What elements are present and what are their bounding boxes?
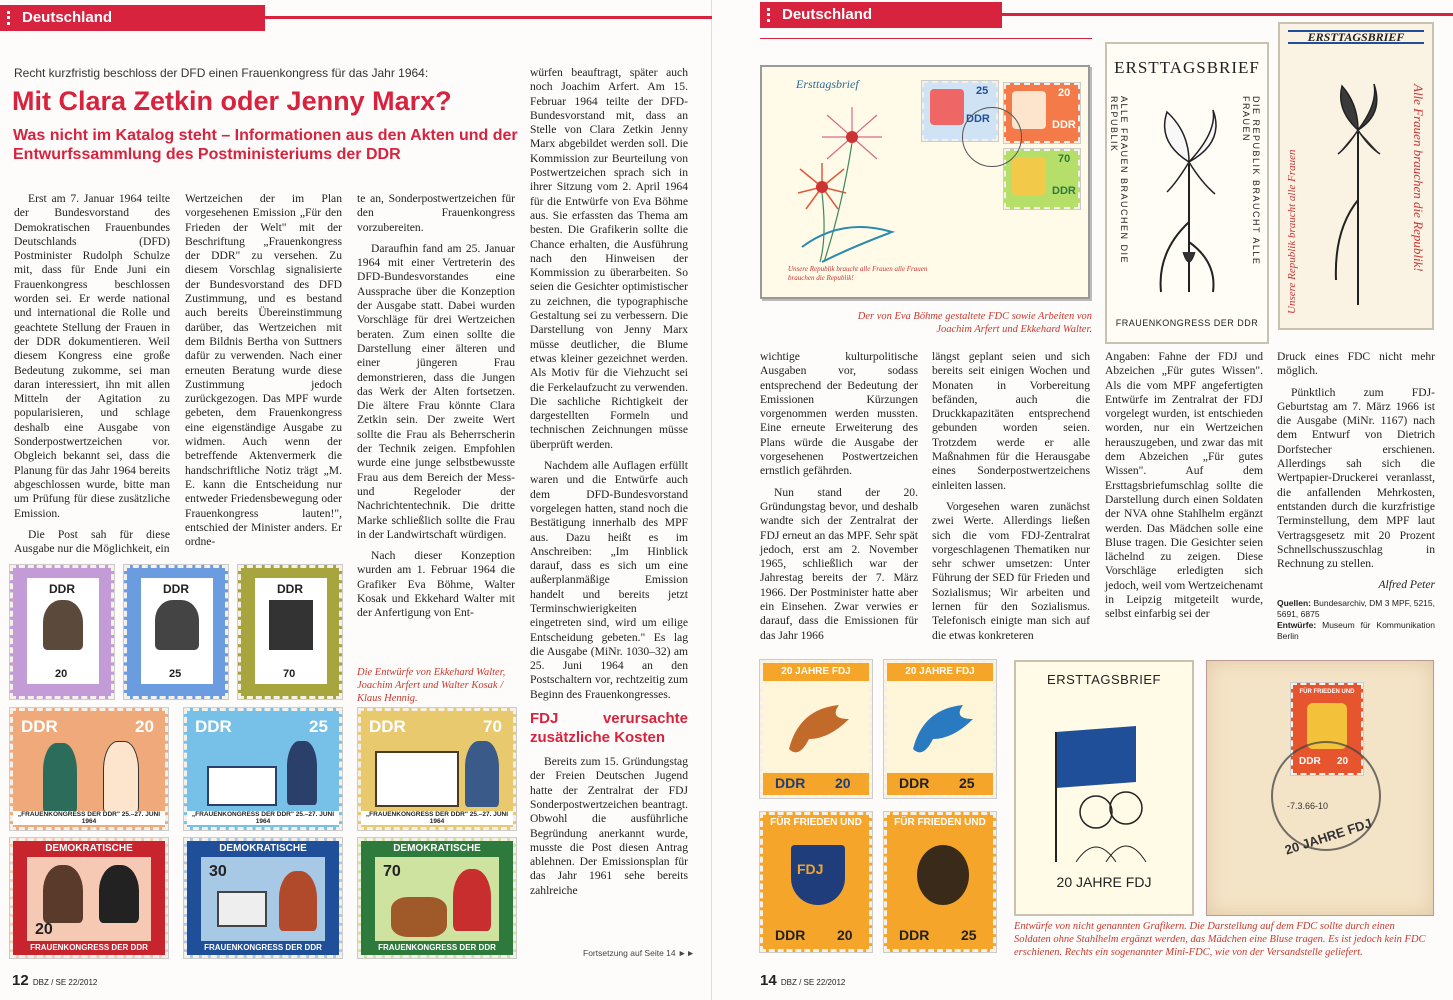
paragraph: Wertzeichen der im Plan vorgesehenen Emission „Für den Frieden der Welt" mit der Beschriftung „Frauenkongress der DDR" zu versehen. Zu diesem Vorschlag signalisierte der Bundesvorstand des DFD Zustimmung, und es bestand auch bereits Übereinstimmung darüber, das Wertzeichen mit dem Bildnis Bertha von Suttners dafür zu verwenden. Nach einer erneuten Beratung wurde diese Zustimmung jedoch zurückgezogen. Das MPF wurde gebeten, dem Frauenkongress eine eigenständige Ausgabe zu widmen. Auch wenn der betreffende Aktenvermerk die handschriftliche Notiz trägt „M. E. kann die Entscheidung nur entweder Friedensbewegung oder Frauenkongress lauten!", entschied der Minister anders. Er ordne- (185, 192, 342, 549)
cover-title: ERSTTAGSBRIEF (1047, 672, 1161, 687)
stamp-legend: „FRAUENKONGRESS DER DDR" 25.–27. JUNI 1964 (187, 811, 339, 825)
fdj-stamp-25 (884, 660, 996, 798)
paragraph: Druck eines FDC nicht mehr möglich. (1277, 350, 1435, 378)
section-label: Deutschland (782, 6, 873, 23)
stamp-value: 70 (383, 863, 401, 880)
paragraph: Vorgesehen waren zunächst zwei Werte. Allerdings ließen sich die vom FDJ-Zentralrat vorgeschlagenen Thematiken nur sehr schwer umsetzen: Unter Führung der SED für Frieden und Sozialismus; Wir arbeiten und lernen für den Sozialismus. Telefonisch einigte man sich auf die etwas konkreteren (932, 499, 1090, 642)
section-rule (265, 16, 712, 19)
designs-text: Museum für Kommunikation Berlin (1277, 619, 1435, 641)
stamp-side (325, 857, 339, 941)
stamp-band: DEMOKRATISCHE (361, 841, 513, 857)
portrait (43, 600, 83, 650)
stamp-country: DDR (775, 927, 806, 943)
cover-bottom-text: 20 JAHRE FDJ (1056, 874, 1152, 890)
stamp-value: 25 (169, 668, 182, 680)
stamp-value: 25 (961, 927, 977, 943)
paragraph: Erst am 7. Januar 1964 teilte der Bundesvorstand des Demokratischen Frauenbundes Deutschlands (DFD) Postminister Rudolph Schulze mit, dass für Ende Juni ein Frauenkongress beschlossen worden sei. Er werde national und international die Rolle und geachtete Stellung der Frauen in der DDR dokumentieren. Weil diesem Kongress eine große Bedeutung zukomme, sei man daran interessiert, ihn mit allen Mitteln der Agitation zu popularisieren, und schlage deshalb eine Ausgabe von Sonderpostwertzeichen vor. Obgleich bekannt sei, dass die Planung für das Jahr 1964 bereits abgeschlossen wurde, bitte man um Prüfung für diese zusätzliche Emission. (14, 192, 170, 520)
youths-flag-sketch (1046, 722, 1166, 862)
sources (1277, 598, 1435, 642)
fdc-cover-design-1 (1105, 42, 1269, 344)
bottom-caption: Entwürfe von nicht genannten Grafikern. Die Darstellung auf dem FDC sollte durch einen Soldaten ohne Stahlhelm ergänzt werden, das Mädchen eine Bluse tragen. Es ist jedoch kein FDC erschienen. Rechts ein sogenannter Mini-FDC, wie von der Versandstelle geliefert. (1014, 921, 1426, 958)
postmark (962, 107, 1022, 167)
stamp-side (187, 857, 201, 941)
stamp-value: 30 (209, 863, 227, 880)
cover-bottom-text: FRAUENKONGRESS DER DDR (1115, 318, 1259, 328)
paragraph: wichtige kulturpolitische Ausgaben vor, sodass entsprechend der Bedeutung der Emissionen Kürzungen vorgenommen werden mussten. Eine erneute Erweiterung des Plans würde die Ausgabe der vorgesehenen Postwertzeichen ernstlich gefährden. (760, 350, 918, 478)
stamp-value: 20 (835, 775, 851, 791)
paragraph: Bereits zum 15. Gründungstag der Freien Deutschen Jugend hatte der Zentralrat der FDJ Sonderpostwertzeichen beantragt. Obwohl die ausführliche Begründung anerkannt wurde, musste die Post diesen Antrag ablehnen. Der Emissionsplan für das Jahr 1961 sehe bereits zahlreiche (530, 755, 688, 897)
stamp-country: DDR (369, 717, 406, 736)
fdj-stamp-ffs-25 (884, 812, 996, 952)
draft-stamp-kosak-70 (358, 838, 516, 958)
figure (287, 741, 317, 805)
stamp-value: 70 (483, 717, 502, 736)
magazine-issue: DBZ / SE 22/2012 (780, 978, 846, 987)
paragraph: Nun stand der 20. Gründungstag bevor, und deshalb wandte sich der Zentralrat der FDJ erneut an das MPF. Sehr spät jedoch, erst am 2. November 1965, schließlich war der Jahrestag bereits der 7. März 1966. Der Postminister hatte aber ein Einsehen. Zwar verwies er darauf, dass die Emissionen für das Jahr 1966 (760, 485, 918, 642)
draft-stamp-25 (124, 565, 228, 699)
dove-flag (903, 689, 983, 769)
stamp-value: 20 (135, 717, 154, 736)
paragraph: Pünktlich zum FDJ-Geburtstag am 7. März 1966 ist die Ausgabe (MiNr. 1167) nach dem Entwurf von Dietrich Dorfstecher erschienen. Allerdings sah sich die Wertpapier-Druckerei veranlasst, die anfallenden Mehrkosten, entstanden durch die kurzfristige Terminstellung, dem MPF laut Vertragsgesetz mit 20 Prozent Schnellschusszuschlag in Rechnung zu stellen. (1277, 385, 1435, 571)
stamp-value: 20 (55, 668, 68, 680)
stamp-side (13, 857, 27, 941)
fdc-slogan: Unsere Republik braucht alle Frauen alle Frauen brauchen die Republik! (788, 265, 928, 282)
paragraph: Die Post sah für diese Ausgabe nur die Möglichkeit, ein (14, 527, 170, 556)
column-2 (185, 192, 342, 556)
fdc-title: Ersttagsbrief (796, 77, 859, 91)
stamp-band: DEMOKRATISCHE (187, 841, 339, 857)
stamp-country: DDR (1052, 119, 1076, 131)
iris-drawing (1137, 102, 1241, 302)
stamp-country: DDR (277, 582, 303, 596)
stamp-country: DDR (899, 775, 930, 791)
column-4 (1277, 350, 1435, 642)
cover-side-text: ALLE FRAUEN BRAUCHEN DIE REPUBLIK (1109, 96, 1129, 265)
fdc-caption: Der von Eva Böhme gestaltete FDC sowie Arbeiten von Joachim Arfert und Ekkehard Walter. (857, 311, 1092, 335)
stamp-value: 25 (959, 775, 975, 791)
section-band (760, 2, 1002, 28)
postmark-date: -7.3.66-10 (1287, 801, 1329, 811)
stamp-band: 20 JAHRE FDJ (887, 663, 993, 681)
author: Alfred Peter (1378, 578, 1435, 592)
figure (43, 743, 77, 813)
column-1 (760, 350, 918, 650)
stamp-legend: „FRAUENKONGRESS DER DDR" 25.–27. JUNI 1964 (361, 811, 513, 825)
figure (103, 741, 139, 813)
stamp-band: FÜR FRIEDEN UND (894, 817, 986, 828)
magazine-issue: DBZ / SE 22/2012 (32, 978, 98, 987)
section-rule (1002, 13, 1453, 16)
stamp-legend: „FRAUENKONGRESS DER DDR" 25.–27. JUNI 1964 (13, 811, 165, 825)
stamp-value: 25 (976, 85, 989, 97)
draft-stamp-70 (238, 565, 342, 699)
paragraph: längst geplant seien und sich bereits seit einigen Wochen und Monaten in Vorbereitung befänden, auch die Druckkapazitäten entsprechend gebunden worden seien. Trotzdem werde er alle Maßnahmen für die Herausgabe eines Sonderpostwertzeichens einleiten lassen. (932, 350, 1090, 492)
stamp-image (1012, 157, 1046, 195)
stamp-country: DDR (966, 113, 990, 125)
stamp-value: 70 (1058, 153, 1071, 165)
stamp-country: DDR (163, 582, 189, 596)
column-3 (1105, 350, 1263, 629)
headline: Mit Clara Zetkin oder Jenny Marx? (12, 86, 452, 116)
cover-title: ERSTTAGSBRIEF (1114, 58, 1260, 77)
figure (453, 869, 491, 931)
column-1 (14, 192, 170, 563)
stamp-value: 20 (35, 921, 53, 938)
paragraph: würfen beauftragt, später auch noch Joachim Arfert. Am 15. Februar 1964 teilte der DFD-Bundesvorstand mit, dass an Stelle von Clara Zetkin Jenny Marx abgebildet werden soll. Die Kommission zur Beurteilung von Postwertzeichen sprach sich in ihrer Sitzung vom 2. April 1964 für die Entwürfe von Eva Böhme aus. Sie erfassten das Thema am besten. Die Grafikerin sollte die Chance erhalten, die Ausführung nach den Hinweisen der Kommission zu überarbeiten. So seien die Gesichter optimistischer zu zeichnen, die typographische Gestaltung sei zu verbessern. Die Darstellung von Jenny Marx müsse deutlicher, die Blume etwas kleiner gezeichnet werden. Als Motiv für die Viehzucht sei die Ferkelaufzucht zu verwenden. Die sachliche Richtigkeit der dargestellten Formeln und technischen Zeichnungen müsse überprüft werden. (530, 66, 688, 451)
stamp-band: FRAUENKONGRESS DER DDR (361, 941, 513, 955)
paragraph: Daraufhin fand am 25. Januar 1964 mit einer Vertreterin des DFD-Bundesvorstandes eine Aussprache über die Konzeption der Ausgabe statt. Dabei wurden Vorschläge für drei Wertzeichen beraten. Zum einen sollte die Darstellung einer älteren und einer jüngeren Frau demonstrieren, dass die Jungen das Werk der Alten fortsetzen. Die ältere Frau könnte Clara Zetkin sein. Der zweite Wert sollte die Frau als Beherrscherin der Technik zeigen. Empfohlen wurde eine junge selbstbewusste Frau aus dem Bereich der Mess- und Regeloder der Nachrichtentechnik. Die dritte Marke schließlich sollte die Frau in der Landwirtschaft würdigen. (357, 241, 515, 541)
subheadline: Was nicht im Katalog steht – Informationen aus den Akten und der Entwurfssammlung des Postministeriums der DDR (13, 127, 518, 163)
stamp-band: 20 JAHRE FDJ (763, 663, 869, 681)
stamp-band: FRAUENKONGRESS DER DDR (13, 941, 165, 955)
stamp-country: DDR (775, 775, 806, 791)
section-subrule (760, 38, 1092, 39)
stamp-side (361, 857, 375, 941)
fdc-stamp-70 (1004, 149, 1080, 209)
stamp-band: FRAUENKONGRESS DER DDR (187, 941, 339, 955)
stamp-side (499, 857, 513, 941)
stamp-country: DDR (899, 927, 930, 943)
stamp-side (151, 857, 165, 941)
stamp-image (930, 89, 964, 125)
section-band (0, 5, 265, 31)
column-3 (357, 192, 515, 628)
mini-fdc (1206, 660, 1434, 916)
paragraph: Angaben: Fahne der FDJ und Abzeichen „Für gutes Wissen". Als die vom MPF angefertigten Entwürfe im Zentralrat der FDJ vorgelegt wurden, ist entschieden worden, nur ein Wertzeichen herauszugeben, und zwar das mit dem Abzeichen „Für gutes Wissen". Auf dem Ersttagsbriefumschlag sollte die Darstellung durch einen Soldaten der NVA ohne Stahlhelm ergänzt werden. Das Mädchen solle eine Bluse tragen. Die Gesichter seien lächelnd zu zeigen. Diese Vorschläge erledigten sich jedoch, weil vom Wertzeichenamt in Leipzig mitgeteilt wurde, selbst einfarbig sei der (1105, 350, 1263, 621)
flower-illustration (782, 97, 932, 267)
subheading: FDJ verursachte zusätzliche Kosten (530, 710, 688, 747)
page-number: 14 (760, 972, 777, 989)
continuation-note: Fortsetzung auf Seite 14 ►► (583, 948, 695, 958)
paragraph: Nach dieser Konzeption wurden am 1. Februar 1964 die Grafiker Eva Böhme, Walter Kosak und Ekkehard Walter mit der Anfertigung von Ent- (357, 549, 515, 620)
emblem-text: FDJ (797, 861, 824, 877)
cover-title: ERSTTAGSBRIEF (1307, 30, 1405, 44)
fdc-cover-design-2 (1278, 22, 1434, 330)
designs-label: Entwürfe: (1277, 619, 1317, 630)
stamp-caption: Die Entwürfe von Ekkehard Walter, Joachim Arfert und Walter Kosak / Klaus Hennig. (357, 667, 506, 704)
machine (217, 891, 267, 927)
sources-label: Quellen: (1277, 597, 1312, 608)
stamp-country: DDR (1052, 185, 1076, 197)
figure (43, 865, 83, 923)
page-footer (12, 972, 97, 989)
stamp-country: DDR (1299, 756, 1321, 767)
page-number: 12 (12, 972, 29, 989)
portrait-emblem (917, 845, 969, 905)
draft-stamp-20 (10, 565, 114, 699)
column-4 (530, 66, 688, 905)
portrait (269, 600, 313, 650)
figure (99, 865, 139, 923)
fdj-cover-sketch (1014, 660, 1194, 916)
figure (465, 741, 499, 807)
page-footer (760, 972, 845, 989)
stamp-value: 25 (309, 717, 328, 736)
stamp-value: 20 (1337, 756, 1349, 767)
stamp-country: DDR (21, 717, 58, 736)
column-2 (932, 350, 1090, 650)
portrait (155, 600, 199, 650)
postmark-text: 20 JAHRE FDJ (1282, 815, 1374, 858)
stamp-value: 20 (837, 927, 853, 943)
draft-stamp-kosak-20 (10, 838, 168, 958)
figure (279, 871, 317, 931)
barn (375, 751, 459, 807)
cover-side-text: Unsere Republik braucht alle Frauen (1286, 149, 1298, 314)
draft-stamp-kosak-30 (184, 838, 342, 958)
sources-text: Bundesarchiv, DM 3 MPF, 5215, 5691, 6875 (1277, 597, 1435, 619)
paragraph: te an, Sonderpostwertzeichen für den Frauenkongress vorzubereiten. (357, 192, 515, 234)
stamp-band: DEMOKRATISCHE (13, 841, 165, 857)
left-page (0, 0, 712, 1000)
cover-side-text: DIE REPUBLIK BRAUCHT ALLE FRAUEN (1241, 96, 1261, 266)
dove-flag (779, 689, 859, 769)
draft-stamp-walter-25 (184, 708, 342, 830)
stamp-band: FÜR FRIEDEN UND (770, 817, 862, 828)
machine (207, 766, 277, 806)
section-label: Deutschland (22, 9, 113, 26)
draft-stamp-walter-20 (10, 708, 168, 830)
paragraph: Nachdem alle Auflagen erfüllt waren und die Entwürfe auch dem DFD-Bundesvorstand vorgelegen hatten, stand noch die Bestätigung innerhalb des MPF aus. Dazu heißt es im Anschreiben: „Im Hinblick darauf, dass es sich um eine außerplanmäßige Emission handelt und bereits jetzt Terminschwierigkeiten eingetreten sind, wird um eilige Entscheidung gebeten." Es lag die Ausgabe (MiNr. 1030–32) am 25. Juni 1964 an den Postschaltern vor, rechtzeitig zum Beginn des Frauenkongresses. (530, 459, 688, 701)
right-page (712, 0, 1453, 1000)
kicker: Recht kurzfristig beschloss der DFD einen Frauenkongress für das Jahr 1964: (14, 66, 429, 80)
draft-stamp-walter-70 (358, 708, 516, 830)
fdc-envelope (760, 65, 1090, 299)
calf (391, 897, 447, 937)
stamp-country: DDR (49, 582, 75, 596)
stamp-value: 70 (283, 668, 296, 680)
stamp-value: 20 (1058, 87, 1071, 99)
cover-side-text: Alle Frauen brauchen die Republik! (1411, 84, 1426, 272)
fdj-stamp-ffs-20 (760, 812, 872, 952)
stamp-country: DDR (195, 717, 232, 736)
iris-drawing (1316, 80, 1400, 310)
fdj-stamp-20 (760, 660, 872, 798)
stamp-band: FÜR FRIEDEN UND (1299, 689, 1355, 695)
